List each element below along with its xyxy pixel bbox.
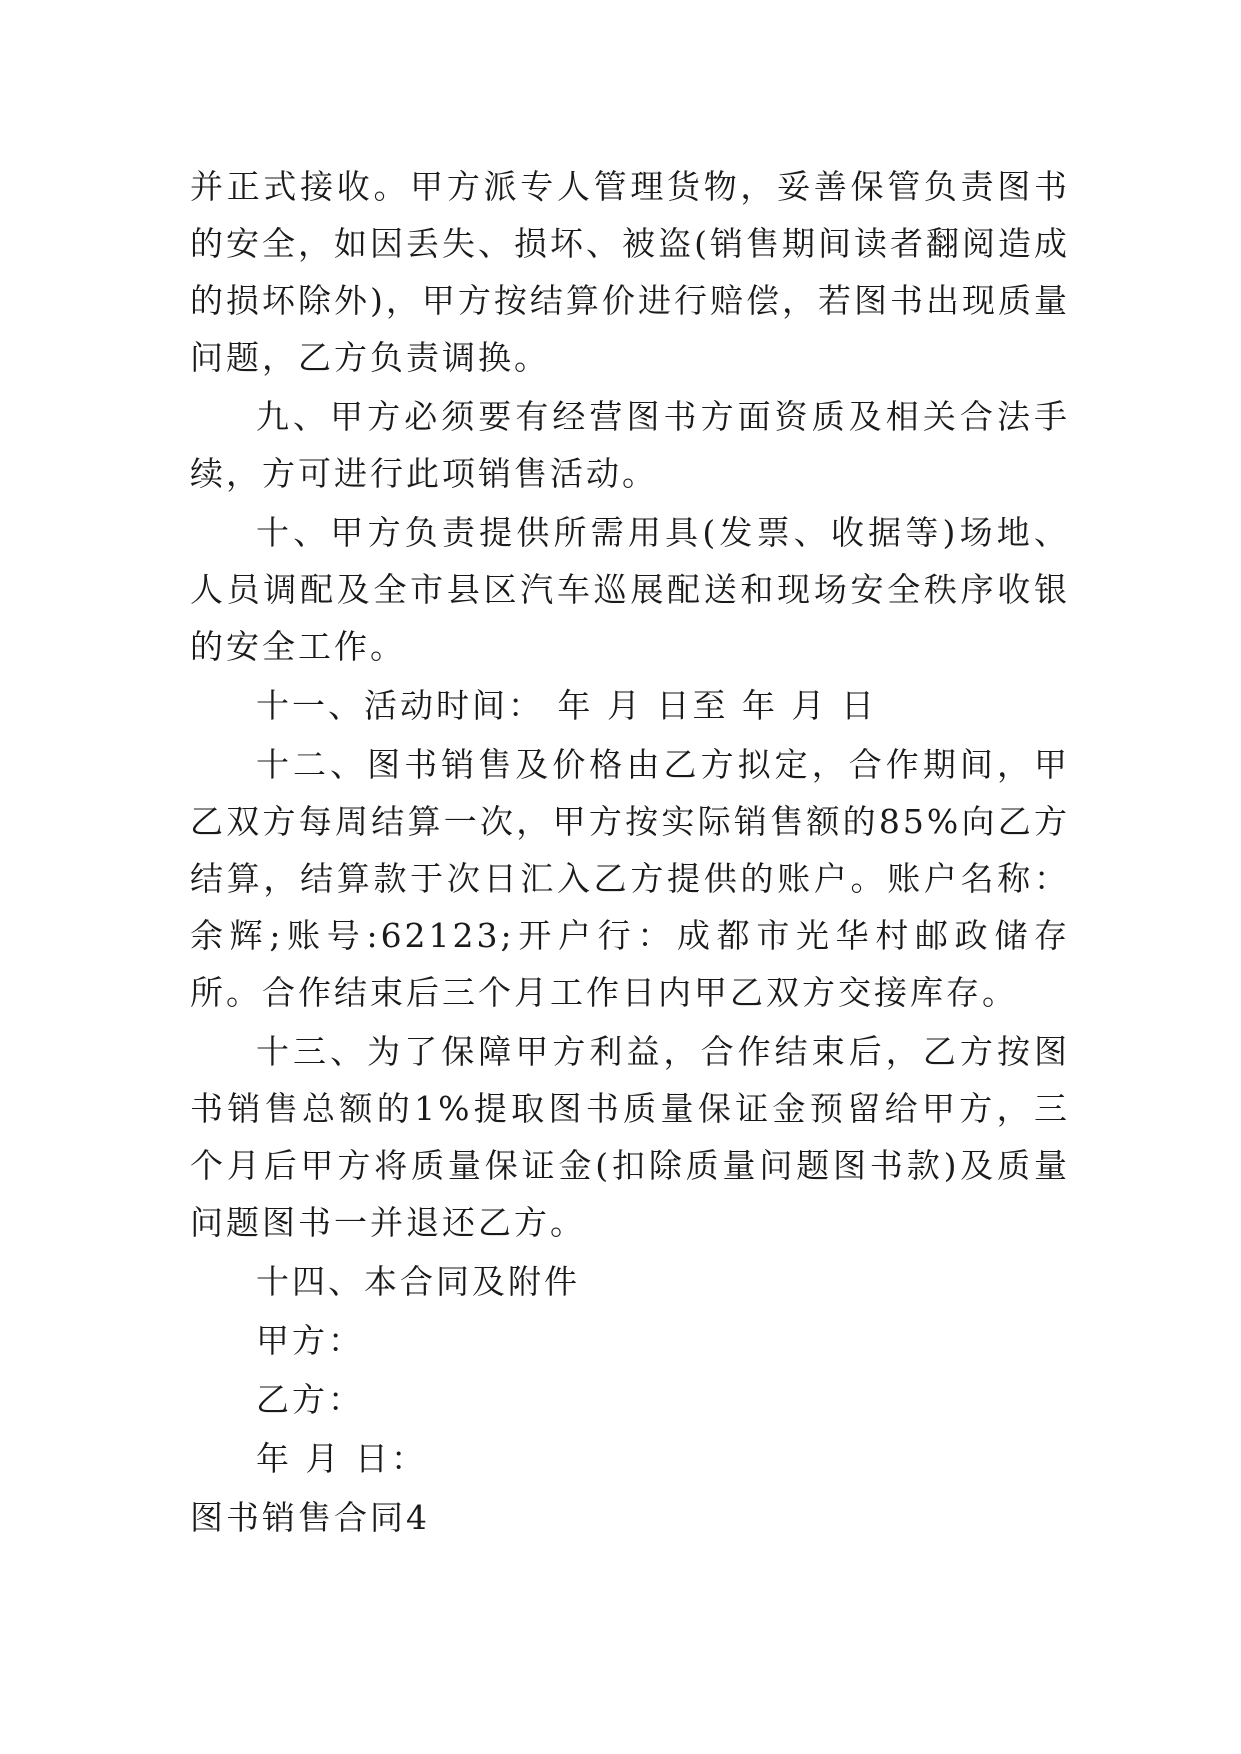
contract-body <box>190 158 1070 1546</box>
paragraph-clause-11: 十一、活动时间： 年 月 日至 年 月 日 <box>256 686 877 725</box>
paragraph-continuation: 并正式接收。甲方派专人管理货物，妥善保管负责图书的安全，如因丢失、损坏、被盗(销售期间读者翻阅造成的损坏除外)，甲方按结算价进行赔偿，若图书出现质量问题，乙方负责调换。 <box>190 167 1070 377</box>
paragraph-clause-10: 十、甲方负责提供所需用具(发票、收据等)场地、人员调配及全市县区汽车巡展配送和现场安全秩序收银的安全工作。 <box>190 513 1070 666</box>
signature-party-a: 甲方： <box>256 1321 364 1360</box>
signature-party-b: 乙方： <box>256 1380 364 1419</box>
signature-date: 年 月 日： <box>256 1439 427 1478</box>
paragraph-clause-12: 十二、图书销售及价格由乙方拟定，合作期间，甲乙双方每周结算一次，甲方按实际销售额的85%向乙方结算，结算款于次日汇入乙方提供的账户。账户名称：余辉;账号:62123;开户行：成都市光华村邮政储存所。合作结束后三个月工作日内甲乙双方交接库存。 <box>190 745 1070 1012</box>
paragraph-clause-9: 九、甲方必须要有经营图书方面资质及相关合法手续，方可进行此项销售活动。 <box>190 397 1070 493</box>
next-contract-title: 图书销售合同4 <box>190 1498 430 1537</box>
paragraph-clause-13: 十三、为了保障甲方利益，合作结束后，乙方按图书销售总额的1%提取图书质量保证金预留给甲方，三个月后甲方将质量保证金(扣除质量问题图书款)及质量问题图书一并退还乙方。 <box>190 1032 1070 1242</box>
paragraph-clause-14: 十四、本合同及附件 <box>256 1262 580 1301</box>
